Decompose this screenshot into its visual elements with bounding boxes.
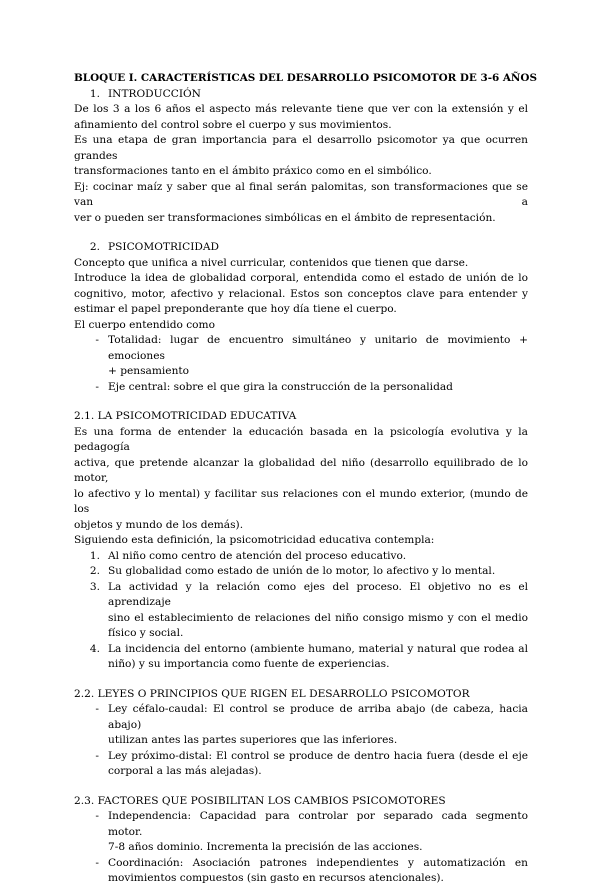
- list-item: [74, 856, 528, 872]
- subsection-heading-psicomotricidad-educativa: 2.1. LA PSICOMOTRICIDAD EDUCATIVA: [74, 410, 297, 422]
- dash-bullet: -: [95, 856, 99, 869]
- heading-number: 2.: [89, 241, 100, 253]
- list-item-continuation: utilizan antes las partes superiores que las inferiores.: [108, 734, 398, 746]
- numbered-item: [74, 580, 528, 611]
- list-item-text: Eje central: sobre el que gira la construcción de la personalidad: [108, 380, 453, 393]
- list-item: [74, 380, 528, 396]
- list-item-continuation: + pensamiento: [108, 365, 190, 377]
- list-item-text: Ley céfalo-caudal: El control se produce de arriba abajo (de cabeza, hacia abajo): [108, 703, 528, 731]
- paragraph-line: activa, que pretende alcanzar la globalidad del niño (desarrollo equilibrado de lo motor,: [74, 456, 528, 484]
- paragraph-line: De los 3 a los 6 años el aspecto más relevante tiene que ver con la extensión y el: [74, 103, 528, 115]
- paragraph-line: Es una etapa de gran importancia para el desarrollo psicomotor ya que ocurren grandes: [74, 134, 528, 162]
- paragraph-line: Concepto que unifica a nivel curricular, contenidos que tienen que darse.: [74, 256, 469, 269]
- heading-text: PSICOMOTRICIDAD: [108, 241, 220, 253]
- item-number: 4.: [89, 642, 100, 655]
- numbered-item: [74, 642, 528, 658]
- paragraph-line: Introduce la idea de globalidad corporal, entendida como el estado de unión de lo: [74, 272, 528, 284]
- paragraph-line: El cuerpo entendido como: [74, 318, 215, 331]
- subsection-heading-leyes: 2.2. LEYES O PRINCIPIOS QUE RIGEN EL DESARROLLO PSICOMOTOR: [74, 687, 470, 700]
- numbered-item: [74, 564, 528, 580]
- dash-bullet: -: [95, 334, 99, 346]
- item-text: Al niño como centro de atención del proceso educativo.: [108, 549, 407, 562]
- list-item: [74, 333, 528, 364]
- list-item-text: Coordinación: Asociación patrones independientes y automatización en: [108, 856, 528, 869]
- list-item-continuation: corporal a las más alejadas).: [108, 765, 262, 777]
- item-continuation: niño) y su importancia como fuente de experiencias.: [108, 658, 390, 670]
- item-number: 2.: [89, 565, 100, 577]
- item-continuation: sino el establecimiento de relaciones del niño consigo mismo y con el medio: [108, 611, 528, 624]
- item-continuation: físico y social.: [108, 627, 184, 639]
- numbered-item: [74, 549, 528, 565]
- dash-bullet: -: [95, 749, 99, 762]
- item-text: La actividad y la relación como ejes del proceso. El objetivo no es el aprendizaje: [108, 580, 528, 608]
- dash-bullet: -: [95, 703, 99, 715]
- paragraph-line: estimar el papel preponderante que hoy día tiene el cuerpo.: [74, 303, 397, 315]
- list-item: [74, 809, 528, 840]
- list-item-text: Totalidad: lugar de encuentro simultáneo y unitario de movimiento + emociones: [108, 334, 528, 362]
- paragraph-line: lo afectivo y lo mental) y facilitar sus relaciones con el mundo exterior, (mundo de los: [74, 487, 528, 515]
- paragraph-line: ver o pueden ser transformaciones simbólicas en el ámbito de representación.: [74, 211, 496, 224]
- list-item-continuation: movimientos compuestos (sin gasto en recursos atencionales).: [108, 872, 444, 884]
- document-title: BLOQUE I. CARACTERÍSTICAS DEL DESARROLLO PSICOMOTOR DE 3-6 AÑOS: [74, 72, 537, 84]
- section-heading-introduccion: [74, 87, 528, 103]
- paragraph-line: Siguiendo esta definición, la psicomotricidad educativa contempla:: [74, 534, 435, 546]
- paragraph-line: cognitivo, motor, afectivo y relacional. Estos son conceptos clave para entender y: [74, 287, 528, 300]
- list-item-text: Ley próximo-distal: El control se produce de dentro hacia fuera (desde el eje: [108, 749, 528, 762]
- paragraph-line: transformaciones tanto en el ámbito práxico como en el simbólico.: [74, 165, 432, 177]
- item-number: 3.: [89, 580, 100, 593]
- list-item: [74, 702, 528, 733]
- paragraph-line: afinamiento del control sobre el cuerpo y sus movimientos.: [74, 118, 392, 131]
- section-heading-psicomotricidad: [74, 240, 528, 256]
- dash-bullet: -: [95, 380, 99, 393]
- dash-bullet: -: [95, 810, 99, 822]
- item-number: 1.: [89, 549, 100, 562]
- list-item-text: Independencia: Capacidad para controlar por separado cada segmento motor.: [108, 810, 528, 838]
- paragraph-line: Es una forma de entender la educación basada en la psicología evolutiva y la pedagogía: [74, 425, 528, 453]
- item-text: Su globalidad como estado de unión de lo motor, lo afectivo y lo mental.: [108, 565, 496, 577]
- paragraph-line: Ej: cocinar maíz y saber que al final serán palomitas, son transformaciones que se van a: [74, 180, 528, 208]
- heading-text: INTRODUCCIÓN: [108, 87, 201, 100]
- item-text: La incidencia del entorno (ambiente humano, material y natural que rodea al: [108, 642, 528, 655]
- list-item: [74, 749, 528, 765]
- heading-number: 1.: [89, 87, 100, 100]
- paragraph-line: objetos y mundo de los demás).: [74, 518, 244, 531]
- list-item-continuation: 7-8 años dominio. Incrementa la precisión de las acciones.: [108, 841, 423, 853]
- subsection-heading-factores: 2.3. FACTORES QUE POSIBILITAN LOS CAMBIOS PSICOMOTORES: [74, 794, 446, 807]
